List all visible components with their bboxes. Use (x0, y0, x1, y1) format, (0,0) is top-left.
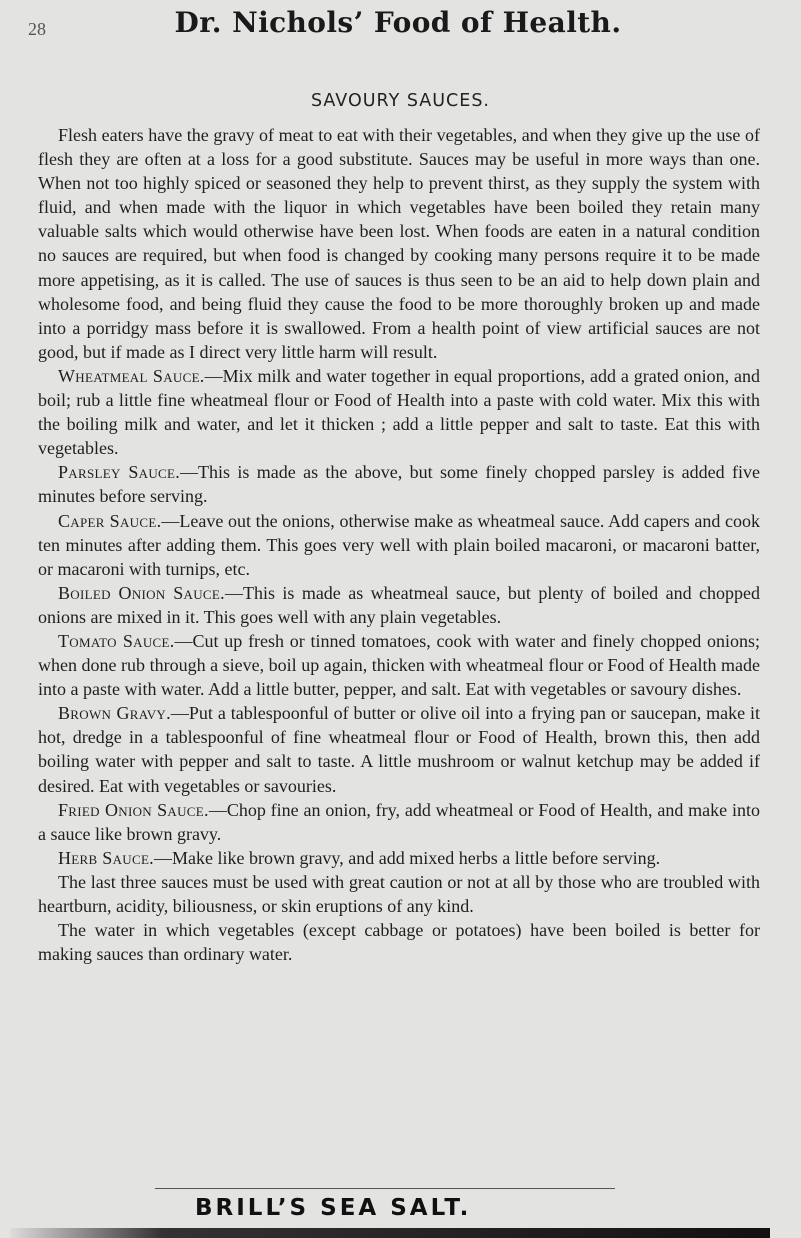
recipe-text: —Put a tablespoonful of butter or olive oil into a frying pan or saucepan, make it hot, dredge in a tablespoonful of fine wheatmeal flour or Food of Health, brown this, then add boiling water with pepper and salt to taste. A little mushroom or walnut ketchup may be added if desired. Eat with vegetables or savouries. (38, 703, 761, 796)
recipe-paragraph (38, 509, 760, 581)
page-number: 28 (28, 19, 46, 39)
water-note: The water in which vegetables (except cabbage or potatoes) have been boiled is better for making sauces than ordinary water. (38, 920, 760, 965)
recipe-name: Herb Sauce. (58, 847, 154, 868)
page-header (28, 6, 768, 42)
recipe-name: Tomato Sauce. (58, 630, 175, 651)
recipe-text: —Mix milk and water together in equal proportions, add a grated onion, and boil; rub a little fine wheatmeal flour or Food of Health into a paste with cold water. Mix this with the boiling milk and water, and let it thicken ; add a little pepper and salt to taste. Eat this with vegetables. (38, 365, 761, 459)
footer-advert: BRILL’S SEA SALT. (195, 1195, 472, 1221)
recipe-text: —This is made as wheatmeal sauce, but plenty of boiled and chopped onions are mixed in it. This goes well with any plain vegetables. (38, 582, 761, 627)
recipe-name: Parsley Sauce. (58, 462, 181, 483)
running-title: Dr. Nichols’ Food of Health. (174, 6, 622, 39)
recipe-text: —Cut up fresh or tinned tomatoes, cook with water and finely chopped onions; when done rub through a sieve, boil up again, thicken with wheatmeal flour or Food of Health made into a paste with water. Add a little butter, pepper, and salt. Eat with vegetables or savoury dishes. (38, 630, 760, 700)
footer-bar (10, 1228, 770, 1238)
recipe-name: Wheatmeal Sauce. (58, 365, 205, 386)
recipe-text: —Make like brown gravy, and add mixed herbs a little before serving. (153, 847, 661, 868)
recipe-name: Fried Onion Sauce. (58, 799, 209, 820)
caution-note: The last three sauces must be used with great caution or not at all by those who are troubled with heartburn, acidity, biliousness, or skin eruptions of any kind. (38, 871, 760, 916)
recipe-paragraph (38, 581, 760, 629)
body-text (38, 123, 760, 966)
recipe-name: Brown Gravy. (58, 703, 171, 724)
recipe-paragraph (38, 846, 760, 870)
section-title: SAVOURY SAUCES. (311, 91, 490, 111)
recipe-name: Boiled Onion Sauce. (58, 582, 225, 603)
recipe-paragraph (38, 798, 760, 846)
recipe-text: —Chop fine an onion, fry, add wheatmeal or Food of Health, and make into a sauce like brown gravy. (38, 799, 760, 844)
recipe-name: Caper Sauce. (58, 510, 162, 531)
recipe-text: —This is made as the above, but some finely chopped parsley is added five minutes before serving. (38, 462, 761, 507)
recipe-paragraph (38, 364, 760, 460)
intro-paragraph: Flesh eaters have the gravy of meat to eat with their vegetables, and when they give up the use of flesh they are often at a loss for a good substitute. Sauces may be useful in more ways than one. When not too highly spiced or seasoned they help to prevent thirst, as they supply the system with fluid, and when made with the liquor in which vegetables have been boiled they retain many valuable salts which would otherwise have been lost. When foods are eaten in a natural condition no sauces are required, but when food is changed by cooking many persons require it to be made more appetising, as it is called. The use of sauces is thus seen to be an aid to help down plain and wholesome food, and being fluid they cause the food to be more thoroughly broken up and made into a porridgy mass before it is swallowed. From a health point of view artificial sauces are not good, but if made as I direct very little harm will result. (38, 125, 760, 362)
recipe-paragraph (38, 701, 760, 797)
recipe-text: —Leave out the onions, otherwise make as wheatmeal sauce. Add capers and cook ten minutes after adding them. This goes very well with plain boiled macaroni, or macaroni batter, or macaroni with turnips, etc. (38, 510, 760, 579)
recipe-paragraph (38, 460, 760, 508)
recipe-paragraph (38, 629, 760, 701)
footer-rule (155, 1188, 615, 1189)
